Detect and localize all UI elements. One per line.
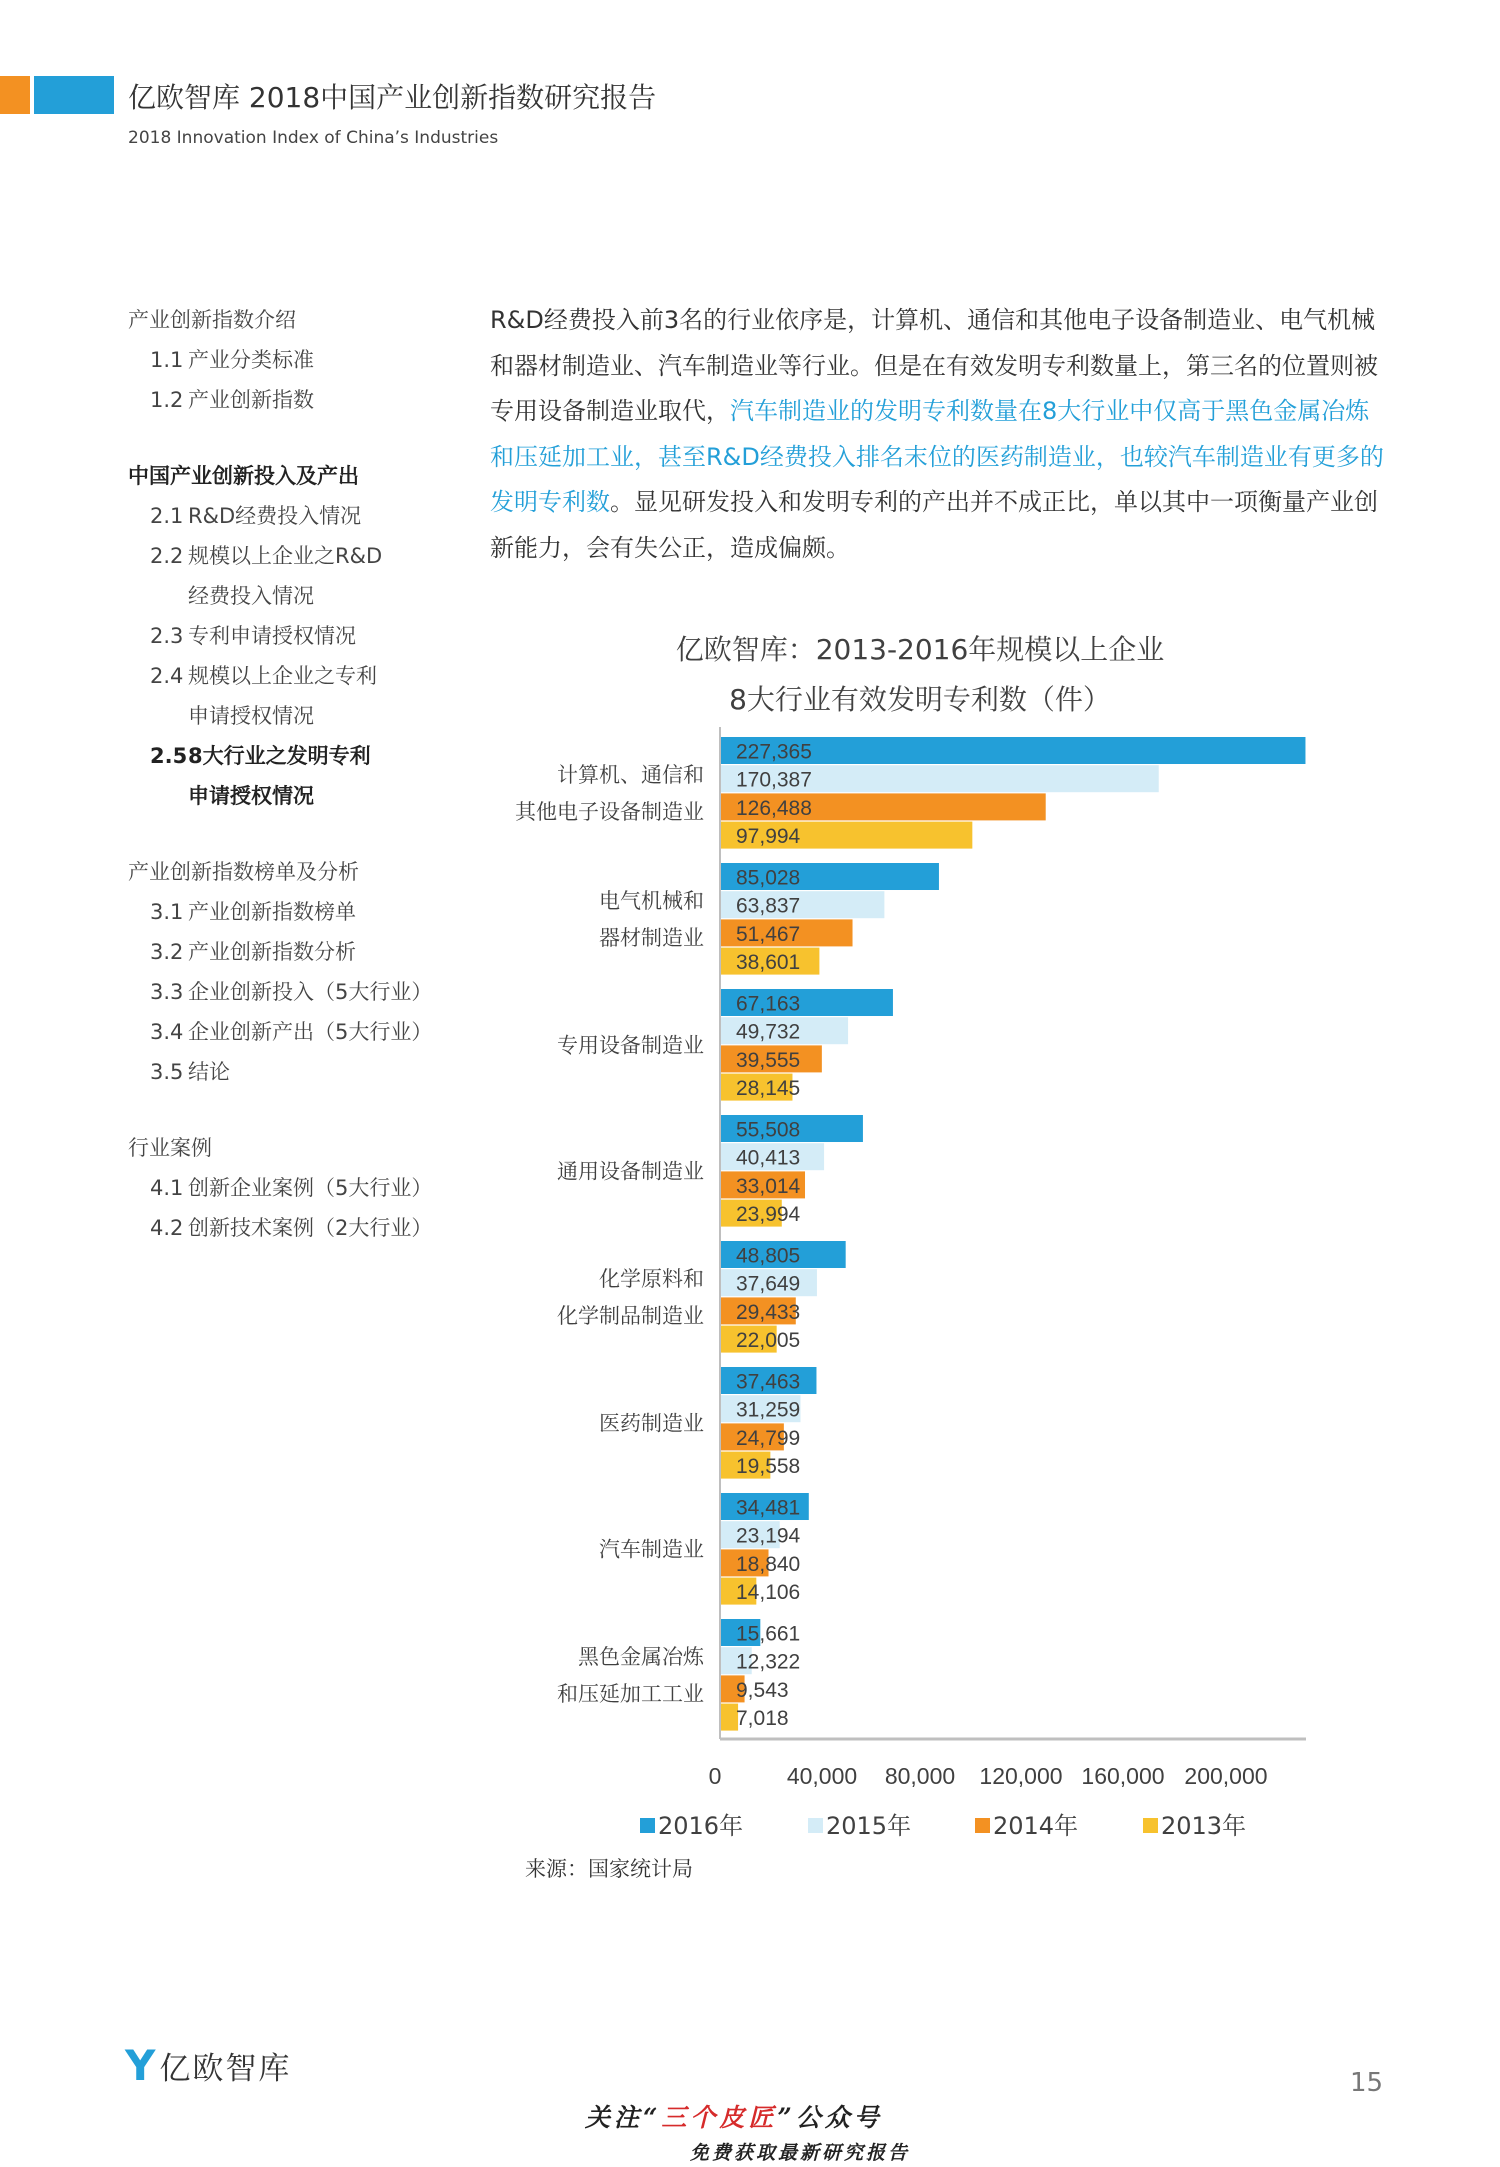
toc-item[interactable]: [128, 972, 468, 1012]
page-number: 15: [1350, 2068, 1384, 2098]
body-text-part2: 。显见研发投入和发明专利的产出并不成正比，单以其中一项衡量产业创新能力，会有失公正，造成偏颇。: [490, 488, 1378, 562]
toc-item-number: 3.4: [150, 1020, 184, 1044]
toc-item-label: 创新企业案例（5大行业）: [188, 1176, 433, 1200]
toc-item-label: 企业创新产出（5大行业）: [188, 1020, 433, 1044]
promo-a: 关注“: [585, 2103, 662, 2132]
toc-section: [128, 1128, 468, 1248]
x-tick-label: 80,000: [884, 1763, 956, 1789]
toc-item-label: 规模以上企业之专利: [188, 664, 377, 688]
data-label: 97,994: [736, 825, 801, 849]
data-label: 15,661: [736, 1622, 801, 1646]
legend-swatch: [1143, 1818, 1158, 1833]
toc-item[interactable]: [128, 1052, 468, 1092]
data-label: 126,488: [736, 796, 812, 820]
data-label: 34,481: [736, 1496, 801, 1520]
toc-item-number: 2.4: [150, 664, 184, 688]
data-label: 14,106: [736, 1581, 801, 1605]
toc-item-number: 2.3: [150, 624, 184, 648]
toc-item-number: 2.5: [150, 744, 188, 768]
toc-item[interactable]: [128, 536, 468, 616]
toc-item-label: 企业创新投入（5大行业）: [188, 980, 433, 1004]
data-label: 48,805: [736, 1244, 801, 1268]
toc-item[interactable]: [128, 892, 468, 932]
category-label: 电气机械和: [599, 888, 704, 913]
toc-item[interactable]: [128, 932, 468, 972]
toc-item-label: 规模以上企业之R&D: [188, 544, 383, 568]
data-label: 85,028: [736, 866, 801, 890]
data-label: 63,837: [736, 894, 801, 918]
body-text-part1: R&D经费投入前3名的行业依序是，计算机、通信和其他电子设备制造业、电气机械和器材制造业、汽车制造业等行业。但是在有效发明专利数量上，第三名的位置则被专用设备制造业取代，: [490, 306, 1378, 425]
toc-item-number: 3.3: [150, 980, 184, 1004]
data-label: 7,018: [736, 1707, 789, 1731]
table-of-contents: [128, 300, 468, 1284]
toc-item-label: 专利申请授权情况: [188, 624, 356, 648]
footer-logo: [125, 2040, 292, 2090]
data-label: 38,601: [736, 951, 801, 975]
toc-section-title[interactable]: 产业创新指数榜单及分析: [128, 860, 359, 884]
logo-y-icon: Y: [125, 2040, 156, 2090]
toc-item-number: 2.1: [150, 504, 184, 528]
legend-swatch: [808, 1818, 823, 1833]
x-tick-label: 120,000: [979, 1763, 1063, 1789]
toc-item[interactable]: [128, 496, 468, 536]
data-label: 29,433: [736, 1300, 801, 1324]
data-label: 37,649: [736, 1272, 801, 1296]
category-label: 汽车制造业: [599, 1537, 704, 1562]
source-note: 来源：国家统计局: [525, 1857, 693, 1881]
report-subtitle: 2018 Innovation Index of China’s Industries: [128, 128, 499, 148]
data-label: 40,413: [736, 1146, 801, 1170]
data-label: 55,508: [736, 1118, 801, 1142]
toc-section-title[interactable]: 行业案例: [128, 1136, 212, 1160]
chart-title: [600, 625, 1240, 725]
toc-item[interactable]: [128, 736, 468, 816]
x-tick-label: 40,000: [786, 1763, 858, 1789]
data-label: 22,005: [736, 1329, 801, 1353]
data-label: 37,463: [736, 1370, 801, 1394]
data-label: 33,014: [736, 1174, 801, 1198]
category-label: 通用设备制造业: [557, 1159, 704, 1184]
toc-item-label: 产业分类标准: [188, 348, 314, 372]
category-label: 计算机、通信和: [557, 762, 704, 787]
legend-swatch: [975, 1818, 990, 1833]
chart-title-line2: 8大行业有效发明专利数（件）: [729, 683, 1111, 716]
data-label: 24,799: [736, 1426, 801, 1450]
data-label: 23,194: [736, 1524, 801, 1548]
promo-line-1: [585, 2098, 883, 2134]
toc-item-label: 申请授权情况: [188, 704, 314, 728]
toc-item-number: 2.2: [150, 544, 184, 568]
header-accent-orange: [0, 76, 30, 114]
toc-item-number: 4.1: [150, 1176, 184, 1200]
data-label: 49,732: [736, 1020, 801, 1044]
toc-item-number: 4.2: [150, 1216, 184, 1240]
toc-item-number: 3.1: [150, 900, 184, 924]
category-label: 器材制造业: [599, 925, 704, 950]
toc-item-number: 3.5: [150, 1060, 184, 1084]
patent-bar-chart: [480, 715, 1340, 1845]
x-tick-label: 200,000: [1184, 1763, 1268, 1789]
toc-section: [128, 300, 468, 420]
promo-c: ”公众号: [777, 2103, 883, 2132]
category-label: 化学原料和: [599, 1266, 704, 1291]
data-label: 227,365: [736, 740, 812, 764]
legend-label: 2013年: [1161, 1812, 1247, 1840]
toc-item[interactable]: [128, 380, 468, 420]
toc-item-number: 3.2: [150, 940, 184, 964]
toc-item-number: 1.2: [150, 388, 184, 412]
toc-item-label: 结论: [188, 1060, 230, 1084]
data-label: 170,387: [736, 768, 812, 792]
legend-swatch: [640, 1818, 655, 1833]
toc-item-label: 产业创新指数分析: [188, 940, 356, 964]
toc-item[interactable]: [128, 1208, 468, 1248]
data-label: 23,994: [736, 1203, 801, 1227]
legend-label: 2014年: [993, 1812, 1079, 1840]
category-label: 专用设备制造业: [557, 1033, 704, 1058]
category-label: 医药制造业: [599, 1411, 704, 1436]
toc-item-label: 创新技术案例（2大行业）: [188, 1216, 433, 1240]
logo-text: 亿欧智库: [159, 2051, 292, 2087]
toc-item[interactable]: [128, 340, 468, 380]
category-label: 化学制品制造业: [557, 1303, 704, 1328]
toc-item-label: R&D经费投入情况: [188, 504, 362, 528]
toc-item[interactable]: [128, 1168, 468, 1208]
data-label: 31,259: [736, 1398, 801, 1422]
header-accent-blue: [34, 76, 114, 114]
toc-item[interactable]: [128, 616, 468, 656]
toc-section-title[interactable]: 产业创新指数介绍: [128, 308, 296, 332]
data-label: 51,467: [736, 922, 801, 946]
body-text-highlight: 汽车制造业的发明专利数量在8大行业中仅高于黑色金属冶炼和压延加工业，甚至R&D经费投入排名末位的医药制造业，也较汽车制造业有更多的发明专利数: [490, 397, 1384, 516]
toc-item-label: 经费投入情况: [188, 584, 314, 608]
data-label: 39,555: [736, 1048, 801, 1072]
toc-item[interactable]: [128, 1012, 468, 1052]
legend-label: 2015年: [826, 1812, 912, 1840]
toc-item-label: 产业创新指数榜单: [188, 900, 356, 924]
toc-item-number: 1.1: [150, 348, 184, 372]
toc-section-title[interactable]: 中国产业创新投入及产出: [128, 464, 359, 488]
category-label: 其他电子设备制造业: [515, 799, 704, 824]
data-label: 12,322: [736, 1650, 801, 1674]
promo-b: 三个皮匠: [661, 2103, 778, 2132]
body-paragraph: [490, 298, 1390, 571]
toc-section: [128, 456, 468, 816]
toc-item-label: 申请授权情况: [188, 784, 314, 808]
toc-item-label: 产业创新指数: [188, 388, 314, 412]
toc-section: [128, 852, 468, 1092]
data-label: 9,543: [736, 1678, 789, 1702]
x-tick-label: 0: [708, 1763, 722, 1789]
promo-line-2: 免费获取最新研究报告: [690, 2142, 911, 2164]
chart-title-line1: 亿欧智库：2013-2016年规模以上企业: [675, 633, 1165, 666]
data-label: 18,840: [736, 1552, 801, 1576]
data-label: 67,163: [736, 992, 801, 1016]
report-title: 亿欧智库 2018中国产业创新指数研究报告: [128, 81, 657, 114]
category-label: 和压延加工工业: [557, 1681, 704, 1706]
x-tick-label: 160,000: [1081, 1763, 1165, 1789]
toc-item[interactable]: [128, 656, 468, 736]
toc-item-label: 8大行业之发明专利: [188, 744, 371, 768]
data-label: 28,145: [736, 1077, 801, 1101]
data-label: 19,558: [736, 1455, 801, 1479]
legend-label: 2016年: [658, 1812, 744, 1840]
category-label: 黑色金属冶炼: [578, 1644, 704, 1669]
